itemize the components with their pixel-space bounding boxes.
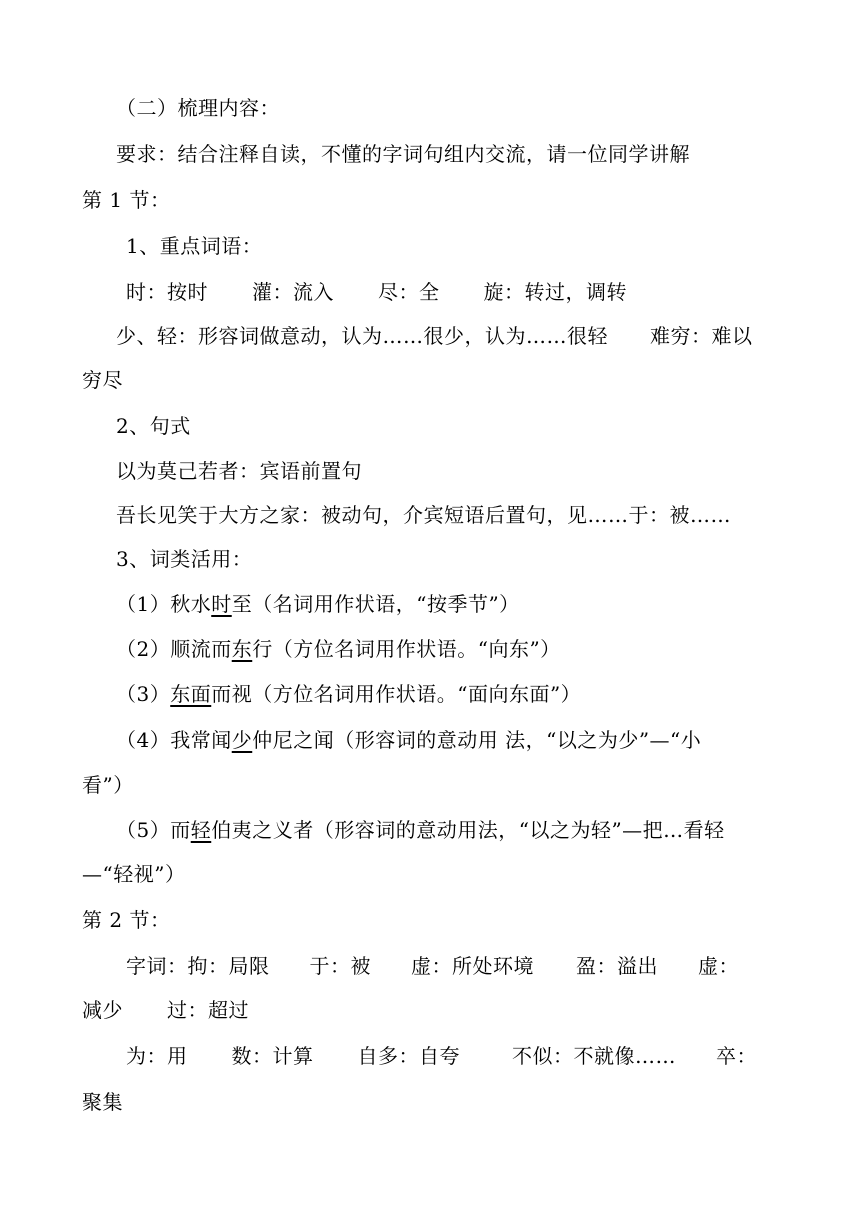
vocab-entry: 难穷：难以	[650, 324, 753, 348]
vocab-entry: 不似：不就像……	[512, 1044, 676, 1068]
item-text: （1）秋水	[116, 592, 212, 616]
vocab-entry: 于：被	[309, 954, 371, 978]
wordclass-item-1	[116, 592, 520, 616]
section1-heading: 第 1 节：	[82, 188, 171, 212]
item-text: 而视（方位名词用作状语。“面向东面”）	[211, 682, 582, 706]
vocab-entry: 过：超过	[167, 998, 249, 1022]
wordclass-item-4	[116, 728, 701, 752]
item-text: （5）而	[116, 818, 191, 842]
vocab-entry: 少、轻：形容词做意动，认为……很少，认为……很轻	[116, 324, 608, 348]
item-keyword: 东	[231, 637, 253, 661]
vocab-entry: 虚：	[698, 954, 739, 978]
vocab-entry: 时：按时	[126, 280, 208, 304]
vocab-row-1	[126, 280, 627, 304]
vocab-entry: 盈：溢出	[576, 954, 658, 978]
vocab-row-2-wrap: 穷尽	[82, 368, 123, 392]
sentence-heading: 2、句式	[116, 414, 191, 438]
item-text: （4）我常闻	[116, 728, 232, 752]
vocab-entry: 旋：转过，调转	[483, 280, 627, 304]
vocab-entry: 为：用	[126, 1044, 188, 1068]
item-text: 至（名词用作状语，“按季节”）	[231, 592, 520, 616]
item-text: 仲尼之闻（形容词的意动用 法，“以之为少”—“小	[252, 728, 702, 752]
requirement-text: 要求：结合注释自读，不懂的字词句组内交流，请一位同学讲解	[116, 142, 690, 166]
wordclass-item-4-wrap: 看”）	[82, 773, 134, 797]
section2-row-2-wrap: 聚集	[82, 1090, 123, 1114]
item-text: （3）	[116, 682, 171, 706]
vocab-entry: 减少	[82, 998, 123, 1022]
sentence-1: 以为莫己若者：宾语前置句	[116, 459, 362, 483]
vocab-entry: 卒：	[716, 1044, 757, 1068]
vocab-entry: 尽：全	[378, 280, 440, 304]
section2-row-1-wrap	[82, 998, 249, 1022]
item-keyword: 东面	[170, 682, 212, 706]
vocab-entry: 字词：拘：局限	[126, 954, 270, 978]
vocab-entry: 虚：所处环境	[411, 954, 534, 978]
wordclass-heading: 3、词类活用：	[116, 547, 253, 571]
wordclass-item-5	[116, 818, 725, 842]
vocab-entry: 自多：自夸	[357, 1044, 460, 1068]
wordclass-item-2	[116, 637, 561, 661]
item-text: （2）顺流而	[116, 637, 232, 661]
section2-row-2	[126, 1044, 757, 1068]
item-keyword: 少	[231, 728, 253, 752]
section2-row-1	[126, 954, 739, 978]
section2-heading: 第 2 节：	[82, 908, 171, 932]
item-keyword: 轻	[190, 818, 212, 842]
vocab-entry: 数：计算	[231, 1044, 314, 1068]
vocab-heading: 1、重点词语：	[126, 234, 263, 258]
section-title: （二）梳理内容：	[116, 96, 280, 120]
vocab-entry: 灌：流入	[252, 280, 334, 304]
vocab-row-2	[116, 324, 753, 348]
item-keyword: 时	[211, 592, 232, 616]
item-text: 行（方位名词用作状语。“向东”）	[252, 637, 561, 661]
item-text: 伯夷之义者（形容词的意动用法，“以之为轻”—把…看轻	[211, 818, 725, 842]
wordclass-item-5-wrap: —“轻视”）	[82, 862, 186, 886]
wordclass-item-3	[116, 682, 581, 706]
sentence-2: 吾长见笑于大方之家：被动句，介宾短语后置句，见……于：被……	[116, 503, 731, 527]
